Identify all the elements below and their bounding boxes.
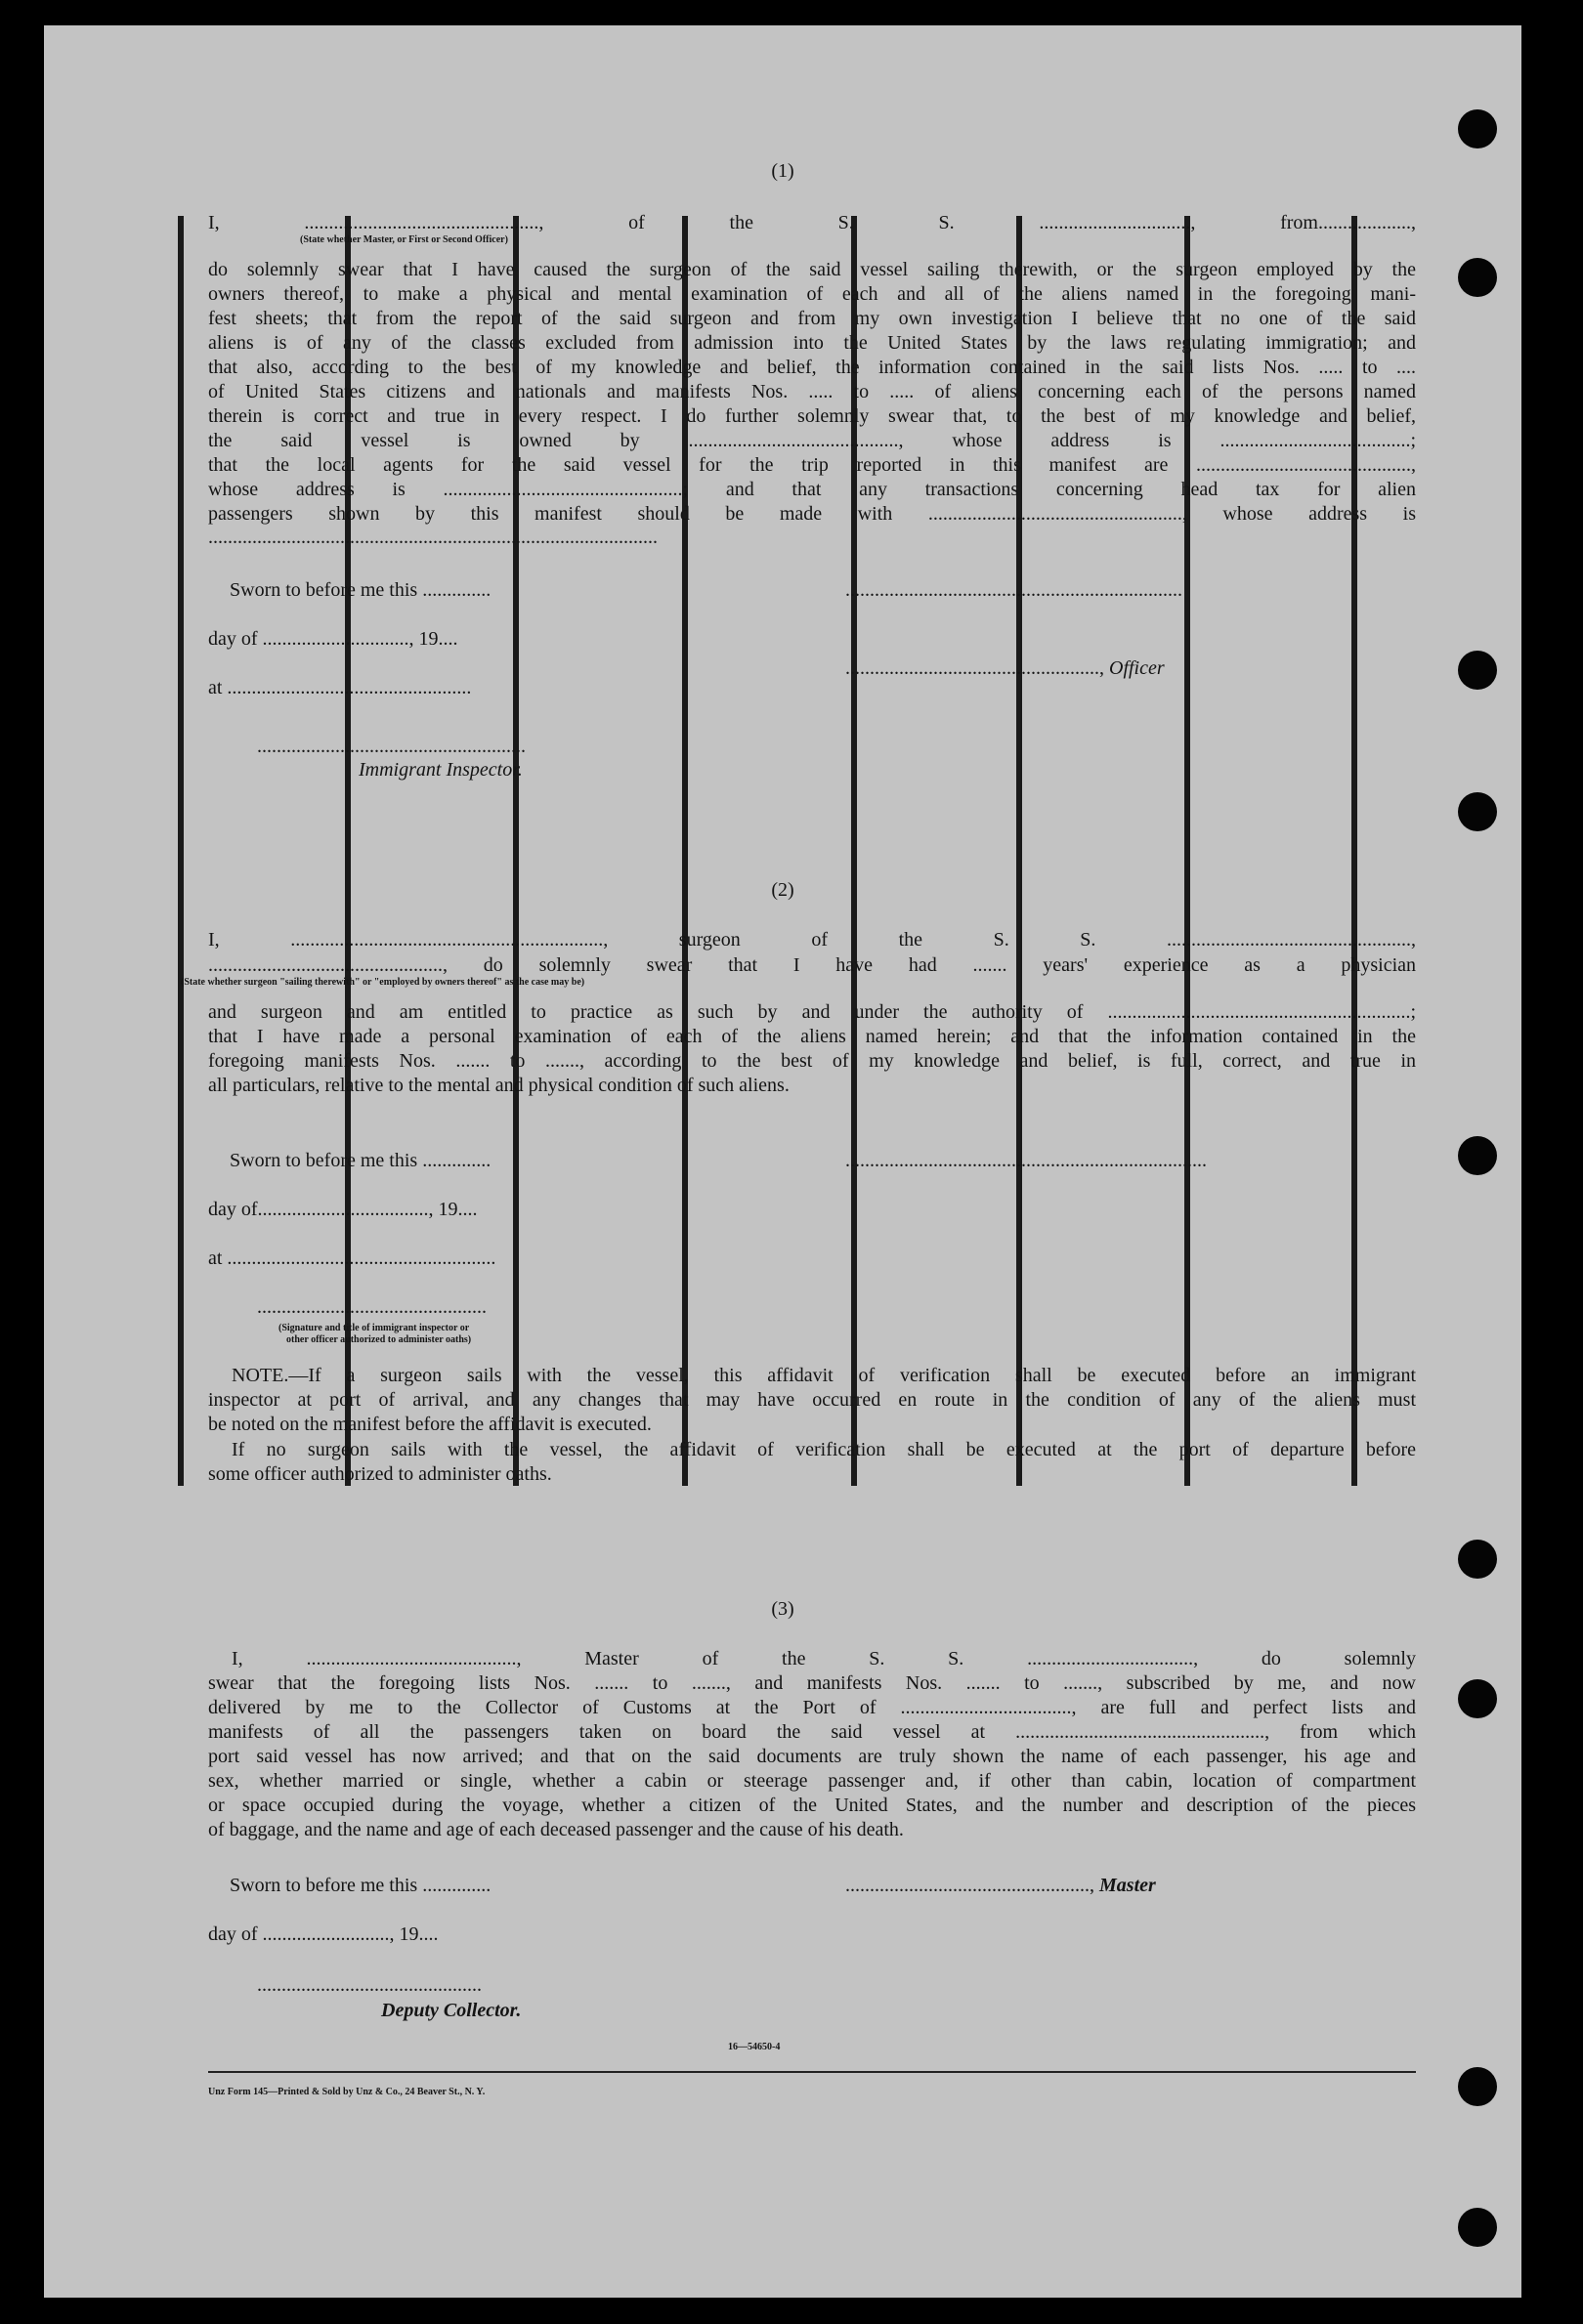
section-2-signature-line: ..........................................................................	[845, 1150, 1207, 1171]
section-1-body-line: fest sheets; that from the report of the said surgeon and from my own investigation I believe that no one of the said	[208, 308, 1416, 329]
section-1-sworn: Sworn to before me this ..............	[230, 579, 492, 601]
note-line: some officer authorized to administer oaths.	[208, 1463, 552, 1485]
section-1-at: at ..................................................	[208, 677, 472, 698]
section-3-body-line: of baggage, and the name and age of each deceased passenger and the cause of his death.	[208, 1819, 904, 1840]
section-2-number: (2)	[771, 879, 794, 901]
note-line: be noted on the manifest before the affidavit is executed.	[208, 1414, 652, 1435]
note-label: NOTE.	[232, 1365, 289, 1386]
section-1-officer-line	[845, 656, 1165, 680]
punch-hole	[1458, 1136, 1497, 1175]
footer-rule	[208, 2071, 1416, 2073]
punch-hole	[1458, 792, 1497, 831]
section-3-body-line: delivered by me to the Collector of Customs at the Port of ..................................., are full and perfect lists and	[208, 1697, 1416, 1718]
punch-hole	[1458, 258, 1497, 297]
master-label: Master	[1099, 1875, 1156, 1896]
form-page	[44, 25, 1521, 2298]
section-1-first-line: I, ................................................, of the S. S. ..............................., from...................,	[208, 212, 1416, 233]
section-1-body-line: that the local agents for the said vessel for the trip reported in this manifest are ............................................,	[208, 454, 1416, 476]
note-line: If no surgeon sails with the vessel, the affidavit of verification shall be executed at the port of departure before	[232, 1439, 1416, 1460]
section-2-day: day of..................................., 19....	[208, 1199, 478, 1220]
officer-dots: ....................................................,	[845, 657, 1109, 679]
deputy-collector-label: Deputy Collector.	[381, 2000, 522, 2021]
signature-title-note: other officer authorized to administer oaths)	[286, 1334, 472, 1345]
section-3-body-line: sex, whether married or single, whether a cabin or steerage passenger and, if other than cabin, location of compartment	[208, 1770, 1416, 1792]
section-2-body-line: foregoing manifests Nos. ....... to ......., according to the best of my knowledge and belief, is full, correct, and true in	[208, 1050, 1416, 1072]
punch-hole	[1458, 1679, 1497, 1718]
punch-hole	[1458, 1540, 1497, 1579]
section-1-body-line: whose address is .................................................; and that any transactions concerning head tax for alien	[208, 479, 1416, 500]
section-1-inspector-line: .......................................................	[257, 736, 526, 757]
section-2-at: at .......................................................	[208, 1247, 496, 1269]
footer-imprint: Unz Form 145—Printed & Sold by Unz & Co., 24 Beaver St., N. Y.	[208, 2087, 486, 2097]
section-1-day: day of .............................., 19....	[208, 628, 458, 650]
note-line: inspector at port of arrival, and any changes that may have occurred en route in the condition of any of the aliens must	[208, 1389, 1416, 1411]
section-2-body-line: and surgeon and am entitled to practice as such by and under the authority of ..............................................................;	[208, 1001, 1416, 1023]
section-1-body-line: do solemnly swear that I have caused the surgeon of the said vessel sailing therewith, or the surgeon employed by the	[208, 259, 1416, 280]
section-3-body-line: or space occupied during the voyage, whether a citizen of the United States, and the number and description of the pieces	[208, 1795, 1416, 1816]
section-2-second-line: ................................................, do solemnly swear that I have had ....... years' experience as a physician	[208, 954, 1416, 976]
section-3-body-line: swear that the foregoing lists Nos. ....... to ......., and manifests Nos. ....... to ......., subscribed by me, and now	[208, 1672, 1416, 1694]
section-1-body-line: the said vessel is owned by ..........................................., whose address is .......................................;	[208, 430, 1416, 451]
section-1-body-line: passengers shown by this manifest should be made with ...................................................., whose address is	[208, 503, 1416, 525]
section-2-body-line: that I have made a personal examination of each of the aliens named herein; and that the information contained in the	[208, 1026, 1416, 1047]
section-3-number: (3)	[771, 1598, 794, 1620]
punch-hole	[1458, 2208, 1497, 2247]
section-1-number: (1)	[771, 160, 794, 182]
section-2-first-line: I, ................................................................, surgeon of the S. S. ..................................................,	[208, 929, 1416, 951]
section-3-body-line: manifests of all the passengers taken on board the said vessel at ..................................................., from which	[208, 1721, 1416, 1743]
section-1-body-line: that also, according to the best of my knowledge and belief, the information contained in the said lists Nos. ..... to ....	[208, 357, 1416, 378]
section-2-sworn: Sworn to before me this ..............	[230, 1150, 492, 1171]
section-1-body-line: aliens is of any of the classes excluded from admission into the United States by the laws regulating immigration; and	[208, 332, 1416, 354]
section-3-body-line: I, ..........................................., Master of the S. S. .................................., do solemnly	[232, 1648, 1416, 1669]
section-1-officer-note: (State whether Master, or First or Second Officer)	[300, 234, 508, 245]
section-1-body-line: owners thereof, to make a physical and mental examination of each and all of the aliens named in the foregoing mani-	[208, 283, 1416, 305]
vertical-bar	[178, 216, 184, 1486]
punch-hole	[1458, 2067, 1497, 2106]
section-2-surgeon-note: (State whether surgeon "sailing therewith" or "employed by owners thereof" as the case may be)	[181, 977, 585, 988]
punch-hole	[1458, 651, 1497, 690]
section-3-day: day of .........................., 19....	[208, 1923, 439, 1945]
section-2-body-line: all particulars, relative to the mental and physical condition of such aliens.	[208, 1075, 790, 1096]
section-2-signature-dots: ...............................................	[257, 1296, 487, 1318]
note-text: —If a surgeon sails with the vessel, this affidavit of verification shall be executed before an immigrant	[288, 1365, 1416, 1386]
section-3-sworn: Sworn to before me this ..............	[230, 1875, 492, 1896]
punch-hole	[1458, 109, 1497, 148]
signature-title-note: (Signature and title of immigrant inspector or	[278, 1323, 470, 1333]
section-3-deputy-line: ..............................................	[257, 1974, 482, 1996]
immigrant-inspector-label: Immigrant Inspector.	[359, 759, 523, 781]
section-1-body-line: of United States citizens and nationals and manifests Nos. ..... to ..... of aliens concerning each of the persons named	[208, 381, 1416, 402]
note-line	[232, 1364, 1416, 1387]
section-3-body-line: port said vessel has now arrived; and that on the said documents are truly shown the name of each passenger, his age and	[208, 1746, 1416, 1767]
officer-label: Officer	[1109, 657, 1165, 679]
section-1-address-dots: ............................................................................................	[208, 527, 658, 548]
master-dots: ..................................................,	[845, 1875, 1099, 1896]
section-3-master-line	[845, 1874, 1156, 1897]
section-1-signature-line: .....................................................................	[845, 579, 1182, 601]
form-code: 16—54650-4	[728, 2042, 781, 2052]
section-1-body-line: therein is correct and true in every respect. I do further solemnly swear that, to the best of my knowledge and belief,	[208, 405, 1416, 427]
